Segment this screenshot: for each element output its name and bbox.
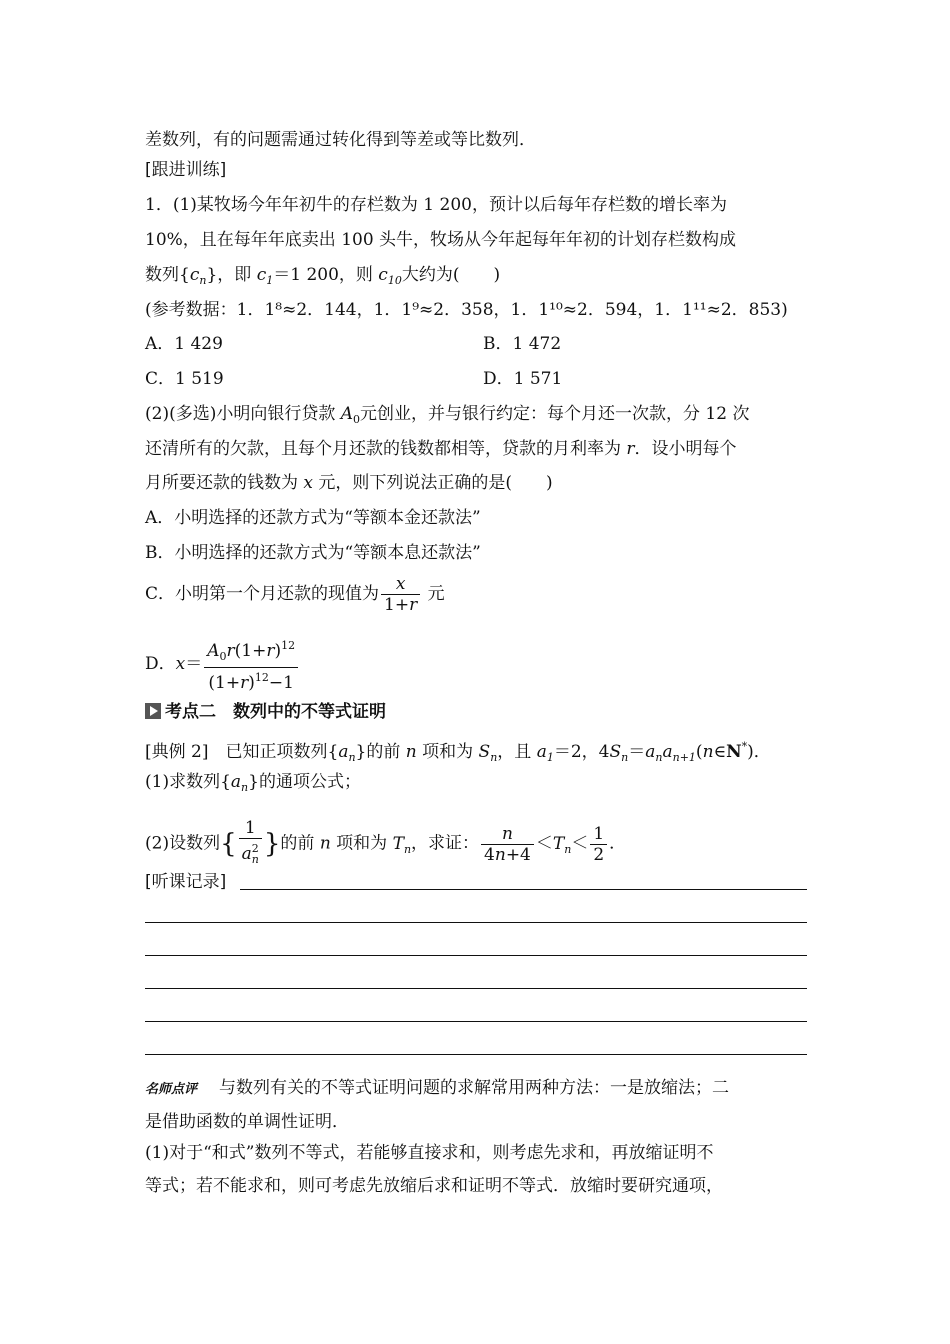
- example2-statement: [典例 2] 已知正项数列$\{a_n\}$的前 n 项和为 $S_n$，且 $a_1=2$，$4S_n=a_na_{n+1}(n\in N^*)$．: [145, 740, 771, 764]
- fraction-loan-payment: $\frac{A_0r(1+r)^{12}}{(1+r)^{12}-1}$: [204, 636, 298, 693]
- q2-option-d: D．x＝ $\frac{A_0r(1+r)^{12}}{(1+r)^{12}-1}$: [145, 636, 300, 693]
- q1-option-b: B．1 472: [483, 334, 562, 354]
- notes-line-3[interactable]: [145, 955, 807, 956]
- fraction-1-over-an-squared: $\frac{1}{a^2_n}$: [239, 818, 262, 870]
- example2-part1: (1)求数列$\{a_n\}$的通项公式；: [145, 772, 361, 794]
- example2-part2: (2)设数列{ $\frac{1}{a^2_n}$ }的前 n 项和为 $T_n$，求证： $\frac{n}{4n+4}$ $<T_n<$ $\frac{1}{2}$ ．: [145, 818, 626, 870]
- teacher-comment-line1: 名师点评 与数列有关的不等式证明问题的求解常用两种方法：一是放缩法；二: [145, 1078, 730, 1098]
- teacher-comment-badge: 名师点评: [145, 1082, 198, 1097]
- teacher-comment-line3: (1)对于“和式”数列不等式，若能够直接求和，则考虑先求和，再放缩证明不: [145, 1143, 714, 1163]
- q1-option-d: D．1 571: [483, 369, 563, 389]
- q1-line1: 1．(1)某牧场今年年初牛的存栏数为 1 200，预计以后每年存栏数的增长率为: [145, 195, 727, 215]
- fraction-one-half: $\frac{1}{2}$: [590, 824, 607, 865]
- notes-line-6[interactable]: [145, 1054, 807, 1055]
- q1-option-c: C．1 519: [145, 369, 224, 389]
- teacher-comment-line2: 是借助函数的单调性证明．: [145, 1112, 349, 1132]
- notes-line-1[interactable]: [240, 889, 807, 890]
- q2-line3: 月所要还款的钱数为 x 元，则下列说法正确的是( ): [145, 473, 553, 493]
- q1-option-a: A．1 429: [145, 334, 223, 354]
- q1-line3: 数列$\{c_n\}$，即 $c_1=1$ 200，则 $c_{10}$大约为( ): [145, 265, 501, 287]
- q2-line1: (2)(多选)小明向银行贷款 $A_0$元创业，并与银行约定：每个月还一次款，分 12 次: [145, 404, 750, 426]
- notes-line-4[interactable]: [145, 988, 807, 989]
- notes-line-2[interactable]: [145, 922, 807, 923]
- notes-line-5[interactable]: [145, 1021, 807, 1022]
- intro-tail: 差数列，有的问题需通过转化得到等差或等比数列．: [145, 130, 536, 150]
- q2-option-c: C．小明第一个月还款的现值为 $\frac{x}{1+r}$ 元: [145, 574, 445, 615]
- follow-training-heading: [跟进训练]: [145, 160, 227, 180]
- q2-line2: 还清所有的欠款，且每个月还款的钱数都相等，贷款的月利率为 r．设小明每个: [145, 439, 737, 459]
- play-triangle-icon: [145, 703, 161, 719]
- section2-heading: 考点二 数列中的不等式证明: [145, 700, 386, 724]
- q2-option-a: A．小明选择的还款方式为“等额本金还款法”: [145, 508, 481, 528]
- q2-option-b: B．小明选择的还款方式为“等额本息还款法”: [145, 543, 481, 563]
- notes-label: [听课记录]: [145, 872, 227, 892]
- q1-line2: 10%，且在每年年底卖出 100 头牛，牧场从今年起每年年初的计划存栏数构成: [145, 230, 737, 250]
- fraction-n-over-4n-plus-4: $\frac{n}{4n+4}$: [481, 824, 534, 865]
- fraction-x-over-1-plus-r: $\frac{x}{1+r}$: [381, 574, 420, 615]
- teacher-comment-line4: 等式；若不能求和，则可考虑先放缩后求和证明不等式．放缩时要研究通项，: [145, 1176, 723, 1196]
- q1-reference-data: (参考数据：1．1⁸≈2．144，1．1⁹≈2．358，1．1¹⁰≈2．594，1．1¹¹≈2．853): [145, 300, 788, 320]
